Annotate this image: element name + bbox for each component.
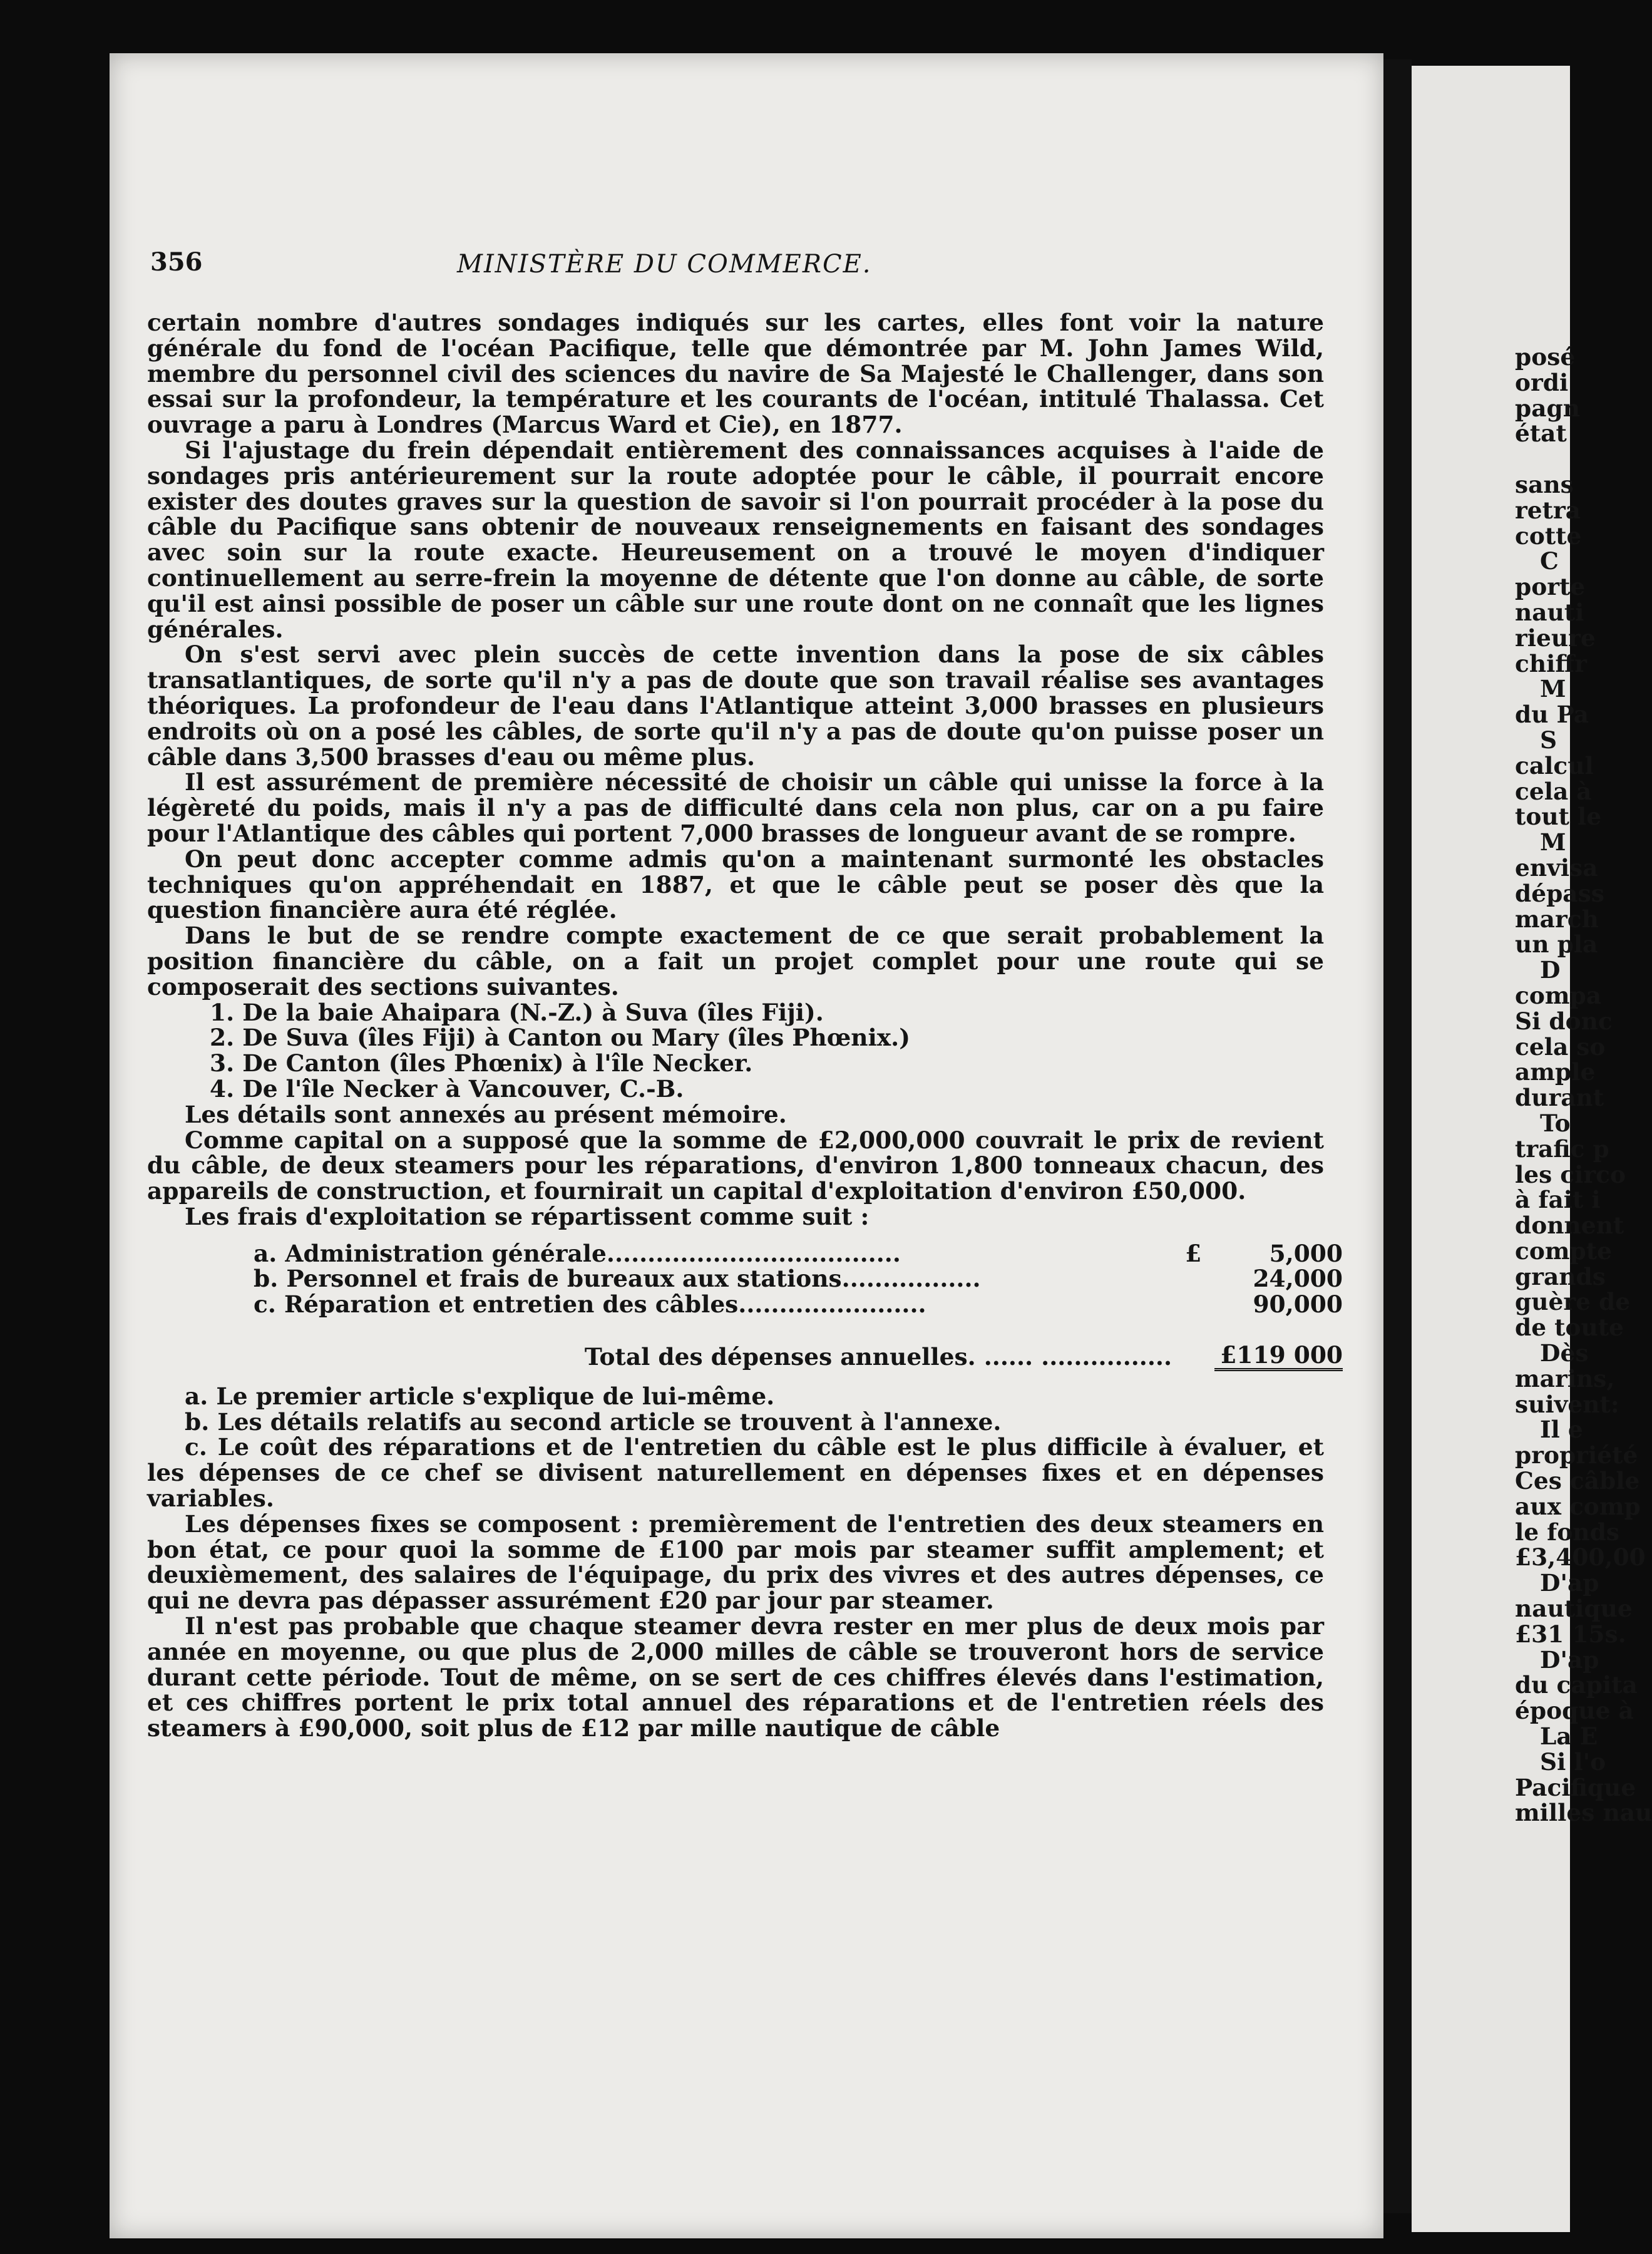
expense-label: b. Personnel et frais de bureaux aux stations................. [254, 1265, 981, 1293]
facing-line: les circo [1515, 1160, 1626, 1188]
paragraph: On s'est servi avec plein succès de cette invention dans la pose de six câbles transatlantiques, de sorte qu'il n'y a pas de doute que son travail réalise ses avantages théoriques. La profondeur de l'eau dans l'Atlantique atteint 3,000 brasses en plusieurs endroits où on a posé les câbles, de sorte qu'il n'y a pas de doute qu'on puisse poser un câble dans 3,500 brasses d'eau ou même plus. [147, 641, 1324, 771]
facing-line: grands [1515, 1262, 1606, 1290]
facing-line: époque à [1515, 1697, 1634, 1725]
facing-line: Il e [1540, 1416, 1583, 1444]
facing-line: à fait i [1515, 1186, 1601, 1214]
facing-line: guère de [1515, 1288, 1631, 1316]
facing-line: dépass [1515, 879, 1604, 907]
paragraph: On peut donc accepter comme admis qu'on a maintenant surmonté les obstacles techniques qu'on appréhendait en 1887, et que le câble peut se poser dès que la question financière aura été réglée. [147, 845, 1324, 924]
facing-line: D'ap [1540, 1645, 1599, 1674]
facing-line: Si donc [1515, 1007, 1613, 1035]
expense-amount: 90,000 [1253, 1290, 1343, 1319]
facing-line: cotte [1515, 522, 1582, 550]
facing-page [1412, 66, 1652, 2232]
facing-line: To [1540, 1109, 1571, 1137]
facing-line: Dès [1540, 1339, 1589, 1367]
facing-line: C [1540, 547, 1559, 575]
facing-line: un pla [1515, 930, 1598, 959]
facing-line: suivent: [1515, 1390, 1619, 1418]
expense-table [254, 1241, 1343, 1371]
running-title: MINISTÈRE DU COMMERCE. [457, 250, 872, 279]
facing-line: £3,400,00 [1515, 1543, 1646, 1572]
facing-line: durant [1515, 1084, 1604, 1112]
facing-line: Pacifique [1515, 1773, 1636, 1801]
facing-line: cela à [1515, 777, 1592, 805]
expense-row [254, 1241, 1343, 1267]
currency-symbol: £ [1185, 1239, 1202, 1267]
facing-line: propriété [1515, 1441, 1638, 1469]
expense-row [254, 1292, 1343, 1317]
facing-line: envisa [1515, 853, 1598, 882]
facing-line: D [1540, 956, 1561, 984]
facing-line: du Pa [1515, 701, 1589, 729]
paragraph: Les dépenses fixes se composent : premièrement de l'entretien des deux steamers en bon état, ce pour quoi la somme de £100 par mois par steamer suffit amplement; et deuxièmement, des salaires de l'équipage, du prix des vivres et des autres dépenses, ce qui ne devra pas dépasser assurément £20 par jour par steamer. [147, 1510, 1324, 1615]
total-amount: £119 000 [1214, 1317, 1343, 1369]
facing-line: S [1540, 726, 1557, 754]
paragraph: Il est assurément de première nécessité de choisir un câble qui unisse la force à la légèreté du poids, mais il n'y a pas de difficulté dans cela non plus, car on a pu faire pour l'Atlantique des câbles qui portent 7,000 brasses de longueur avant de se rompre. [147, 768, 1324, 847]
facing-line: chiffr [1515, 649, 1587, 677]
total-row [254, 1317, 1343, 1369]
facing-line: nautique [1515, 1595, 1633, 1623]
note: a. Le premier article s'explique de lui-même. [185, 1382, 775, 1410]
book-gutter [1383, 59, 1412, 2213]
facing-line: Ces câble [1515, 1467, 1640, 1495]
section-item: 3. De Canton (îles Phœnix) à l'île Necker. [210, 1049, 753, 1078]
facing-line: aux comp [1515, 1492, 1641, 1520]
facing-line: de toute [1515, 1314, 1624, 1342]
facing-line: M [1540, 675, 1566, 703]
facing-line: donnent [1515, 1212, 1624, 1240]
facing-line: pagn [1515, 394, 1581, 422]
facing-line: compa [1515, 981, 1602, 1009]
paragraph: c. Le coût des réparations et de l'entretien du câble est le plus difficile à évaluer, et les dépenses de ce chef se divisent naturellement en dépenses fixes et en dépenses variables. [147, 1433, 1324, 1513]
total-label: Total des dépenses annuelles. ...... ................ [584, 1342, 1172, 1371]
page-body [147, 309, 1343, 1742]
section-item: 1. De la baie Ahaipara (N.-Z.) à Suva (îles Fiji). [210, 998, 824, 1026]
facing-line: posé [1515, 343, 1576, 371]
section-item: 2. De Suva (îles Fiji) à Canton ou Mary (îles Phœnix.) [210, 1024, 910, 1052]
facing-line [1515, 446, 1615, 472]
facing-line: trafic p [1515, 1135, 1609, 1163]
facing-line: marins, [1515, 1364, 1615, 1392]
paragraph: Dans le but de se rendre compte exactement de ce que serait probablement la position financière du câble, on a fait un projet complet pour une route qui se composerait des sections suivantes. [147, 922, 1324, 1001]
note: b. Les détails relatifs au second article se trouvent à l'annexe. [185, 1407, 1002, 1436]
facing-line: le fonds [1515, 1518, 1619, 1546]
expense-amount: 5,000 [1269, 1239, 1343, 1267]
expense-amount: 24,000 [1253, 1265, 1343, 1293]
facing-line: état [1515, 419, 1567, 448]
facing-line: milles nau [1515, 1799, 1652, 1827]
expense-label: c. Réparation et entretien des câbles....................... [254, 1290, 926, 1319]
paragraph: Si l'ajustage du frein dépendait entièrement des connaissances acquises à l'aide de sondages pris antérieurement sur la route adoptée pour le câble, il pourrait encore exister des doutes graves sur la question de savoir si l'on pourrait procéder à la pose du câble du Pacifique sans obtenir de nouveaux renseignements en faisant des sondages avec soin sur la route exacte. Heureusement on a trouvé le moyen d'indiquer continuellement au serre-frein la moyenne de détente que l'on donne au câble, de sorte qu'il est ainsi possible de poser un câble sur une route dont on ne connaît que les lignes générales. [147, 436, 1324, 643]
facing-line: march [1515, 905, 1599, 933]
paragraph: Les frais d'exploitation se répartissent comme suit : [185, 1202, 870, 1230]
facing-line: compte [1515, 1237, 1612, 1265]
facing-line: rieure [1515, 624, 1596, 652]
paragraph: Les détails sont annexés au présent mémoire. [185, 1100, 787, 1128]
page-number: 356 [150, 247, 203, 277]
facing-page-text [1515, 343, 1652, 1827]
facing-line: ample [1515, 1058, 1596, 1086]
paragraph: certain nombre d'autres sondages indiqués sur les cartes, elles font voir la nature générale du fond de l'océan Pacifique, telle que démontrée par M. John James Wild, membre du personnel civil des sciences du navire de Sa Majesté le Challenger, dans son essai sur la profondeur, la température et les courants de l'océan, intitulé Thalassa. Cet ouvrage a paru à Londres (Marcus Ward et Cie), en 1877. [147, 309, 1324, 439]
expense-label: a. Administration générale.................................... [254, 1239, 901, 1267]
facing-line: M [1540, 828, 1566, 857]
paragraph: Comme capital on a supposé que la somme de £2,000,000 couvrait le prix de revient du câble, de deux steamers pour les réparations, d'environ 1,800 tonneaux chacun, des appareils de construction, et fournirait un capital d'exploitation d'environ £50,000. [147, 1126, 1324, 1205]
facing-line: cela so [1515, 1032, 1606, 1061]
facing-line: du capita [1515, 1671, 1638, 1699]
expense-row [254, 1266, 1343, 1292]
facing-line: porte [1515, 573, 1586, 601]
page-header [150, 247, 1340, 291]
facing-line: D'ap [1540, 1569, 1599, 1597]
facing-line: retra [1515, 496, 1581, 524]
facing-line: £31 15s. [1515, 1620, 1626, 1648]
facing-line: tout le [1515, 803, 1602, 831]
facing-line: Si l'o [1540, 1747, 1606, 1776]
facing-line: sans [1515, 470, 1574, 498]
section-item: 4. De l'île Necker à Vancouver, C.-B. [210, 1074, 684, 1103]
facing-line: nauti [1515, 598, 1584, 626]
facing-line: calcul [1515, 751, 1594, 780]
facing-line: La E [1540, 1722, 1598, 1751]
paragraph: Il n'est pas probable que chaque steamer devra rester en mer plus de deux mois par année en moyenne, ou que plus de 2,000 milles de câble se trouveront hors de service durant cette période. Tout de même, on se sert de ces chiffres élevés dans l'estimation, et ces chiffres portent le prix total annuel des réparations et de l'entretien réels des steamers à £90,000, soit plus de £12 par mille nautique de câble [147, 1612, 1324, 1742]
facing-line: ordi [1515, 368, 1569, 396]
